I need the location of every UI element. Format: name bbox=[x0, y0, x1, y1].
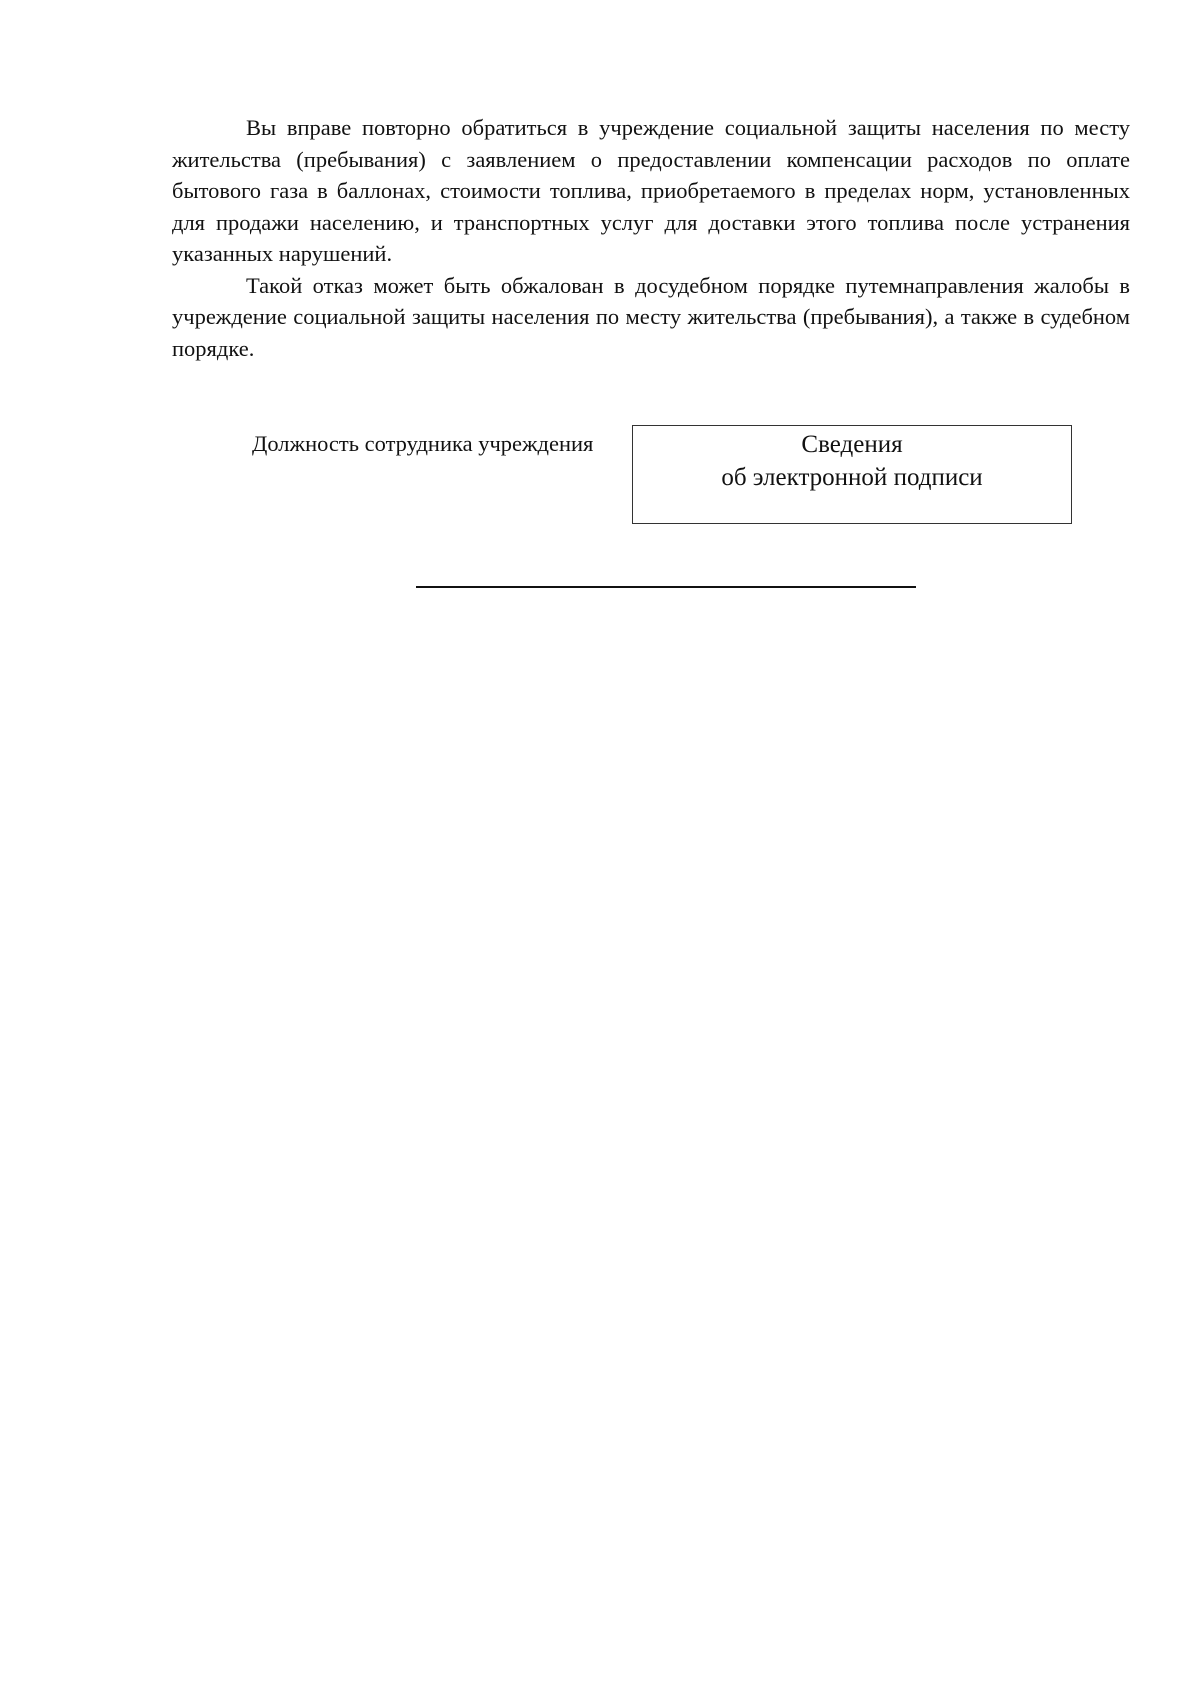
paragraph-appeal: Такой отказ может быть обжалован в досудебном порядке путемнаправления жалобы в учреждение социальной защиты населения по месту жительства (пребывания), а также в судебном порядке. bbox=[172, 272, 1130, 361]
signature-box-subtitle: об электронной подписи bbox=[721, 464, 983, 491]
document-body bbox=[172, 112, 1130, 364]
signature-block bbox=[0, 425, 1200, 527]
electronic-signature-box bbox=[632, 425, 1072, 524]
signature-line bbox=[416, 586, 916, 588]
signature-box-title: Сведения bbox=[801, 431, 903, 458]
paragraph-reapply: Вы вправе повторно обратиться в учреждение социальной защиты населения по месту жительства (пребывания) с заявлением о предоставлении компенсации расходов по оплате бытового газа в баллонах, стоимости топлива, приобретаемого в пределах норм, установленных для продажи населению, и транспортных услуг для доставки этого топлива после устранения указанных нарушений. bbox=[172, 115, 1130, 266]
employee-position-label: Должность сотрудника учреждения bbox=[252, 431, 594, 456]
